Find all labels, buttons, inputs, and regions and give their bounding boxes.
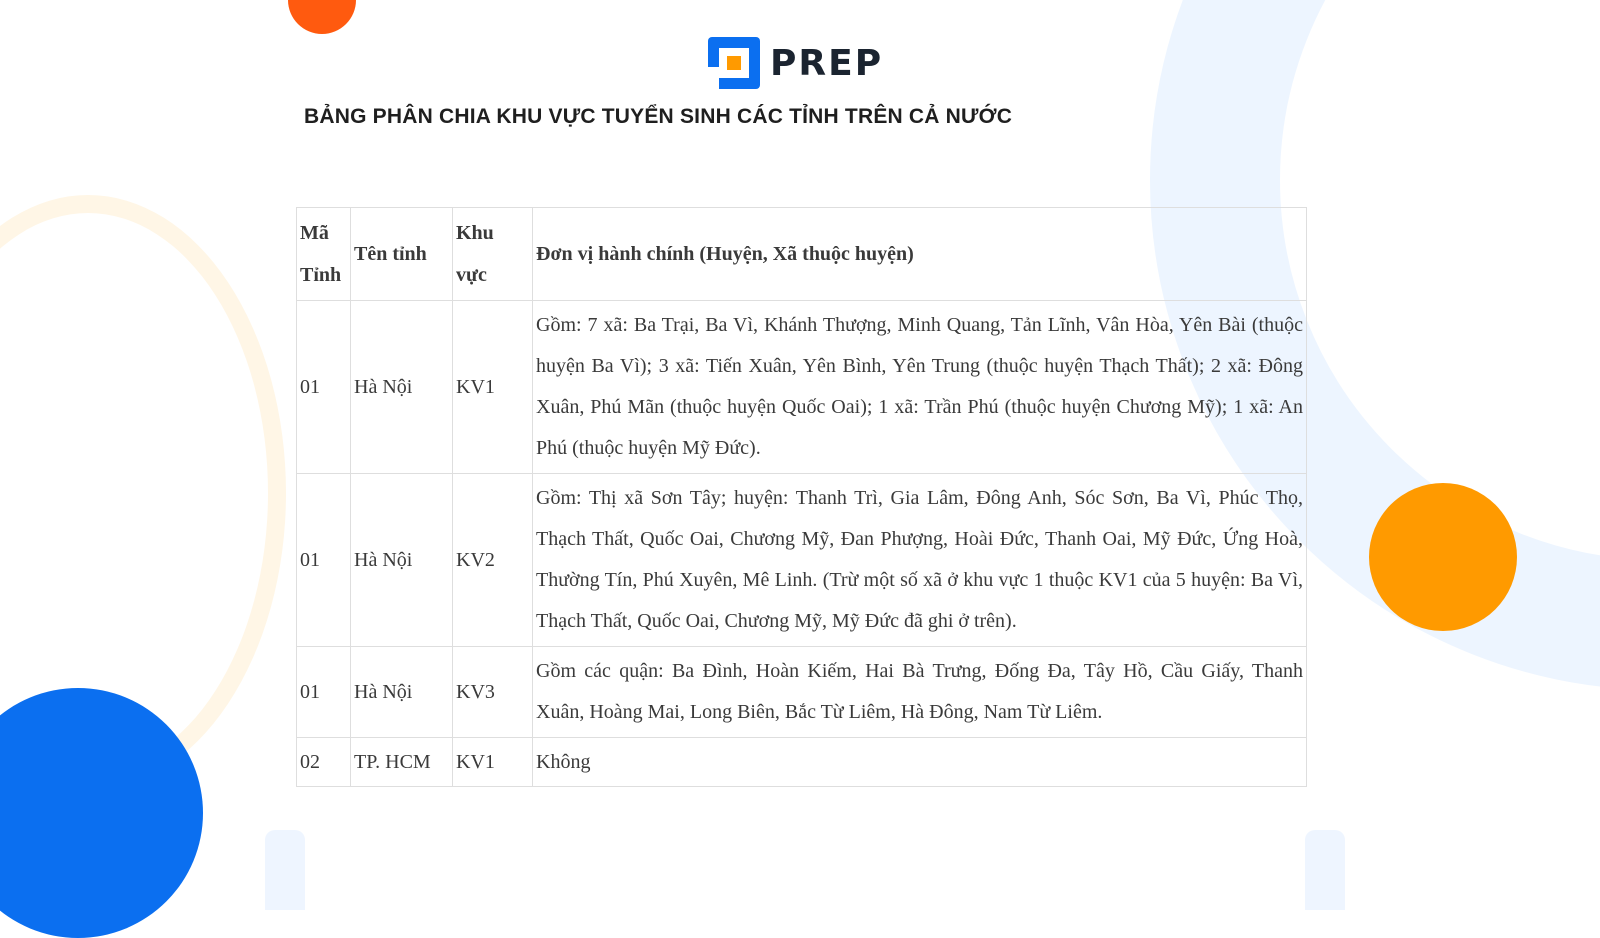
cell-province-code: 01 (297, 647, 351, 738)
table-header-row (297, 208, 1307, 301)
decorative-circle-orange-right (1369, 483, 1517, 631)
header-area: Khu vực (453, 208, 533, 301)
cell-province-code: 01 (297, 301, 351, 474)
cell-province-name: Hà Nội (351, 301, 453, 474)
decorative-shape-bottom-right (1305, 830, 1345, 910)
cell-area: KV3 (453, 647, 533, 738)
cell-administrative-units: Gồm: Thị xã Sơn Tây; huyện: Thanh Trì, Gia Lâm, Đông Anh, Sóc Sơn, Ba Vì, Phúc Thọ, Thạch Thất, Quốc Oai, Chương Mỹ, Đan Phượng, Hoài Đức, Thanh Oai, Mỹ Đức, Ứng Hoà, Thường Tín, Phú Xuyên, Mê Linh. (Trừ một số xã ở khu vực 1 thuộc KV1 của 5 huyện: Ba Vì, Thạch Thất, Quốc Oai, Chương Mỹ, Mỹ Đức đã ghi ở trên). (533, 474, 1307, 647)
cell-area: KV2 (453, 474, 533, 647)
header-administrative-units: Đơn vị hành chính (Huyện, Xã thuộc huyện) (533, 208, 1307, 301)
table-row (297, 474, 1307, 647)
brand-name: PREP (770, 42, 884, 84)
table-row (297, 301, 1307, 474)
prep-logo-icon (708, 37, 760, 89)
cell-province-name: Hà Nội (351, 647, 453, 738)
cell-area: KV1 (453, 301, 533, 474)
table-row (297, 738, 1307, 787)
document-title: BẢNG PHÂN CHIA KHU VỰC TUYỂN SINH CÁC TỈNH TRÊN CẢ NƯỚC (304, 105, 1013, 128)
decorative-shape-bottom-left (265, 830, 305, 910)
admission-area-table (296, 207, 1307, 787)
cell-administrative-units: Gồm: 7 xã: Ba Trại, Ba Vì, Khánh Thượng, Minh Quang, Tản Lĩnh, Vân Hòa, Yên Bài (thuộc huyện Ba Vì); 3 xã: Tiến Xuân, Yên Bình, Yên Trung (thuộc huyện Thạch Thất); 2 xã: Đông Xuân, Phú Mãn (thuộc huyện Quốc Oai); 1 xã: Trần Phú (thuộc huyện Chương Mỹ); 1 xã: An Phú (thuộc huyện Mỹ Đức). (533, 301, 1307, 474)
cell-province-code: 02 (297, 738, 351, 787)
cell-province-name: Hà Nội (351, 474, 453, 647)
cell-province-name: TP. HCM (351, 738, 453, 787)
header-province-name: Tên tỉnh (351, 208, 453, 301)
cell-administrative-units: Không (533, 738, 1307, 787)
header-province-code: Mã Tỉnh (297, 208, 351, 301)
table-row (297, 647, 1307, 738)
cell-province-code: 01 (297, 474, 351, 647)
admission-area-table-wrapper (296, 207, 1306, 787)
cell-area: KV1 (453, 738, 533, 787)
decorative-circle-orange-top (288, 0, 356, 34)
cell-administrative-units: Gồm các quận: Ba Đình, Hoàn Kiếm, Hai Bà Trưng, Đống Đa, Tây Hồ, Cầu Giấy, Thanh Xuân, Hoàng Mai, Long Biên, Bắc Từ Liêm, Hà Đông, Nam Từ Liêm. (533, 647, 1307, 738)
brand-logo (708, 37, 883, 89)
